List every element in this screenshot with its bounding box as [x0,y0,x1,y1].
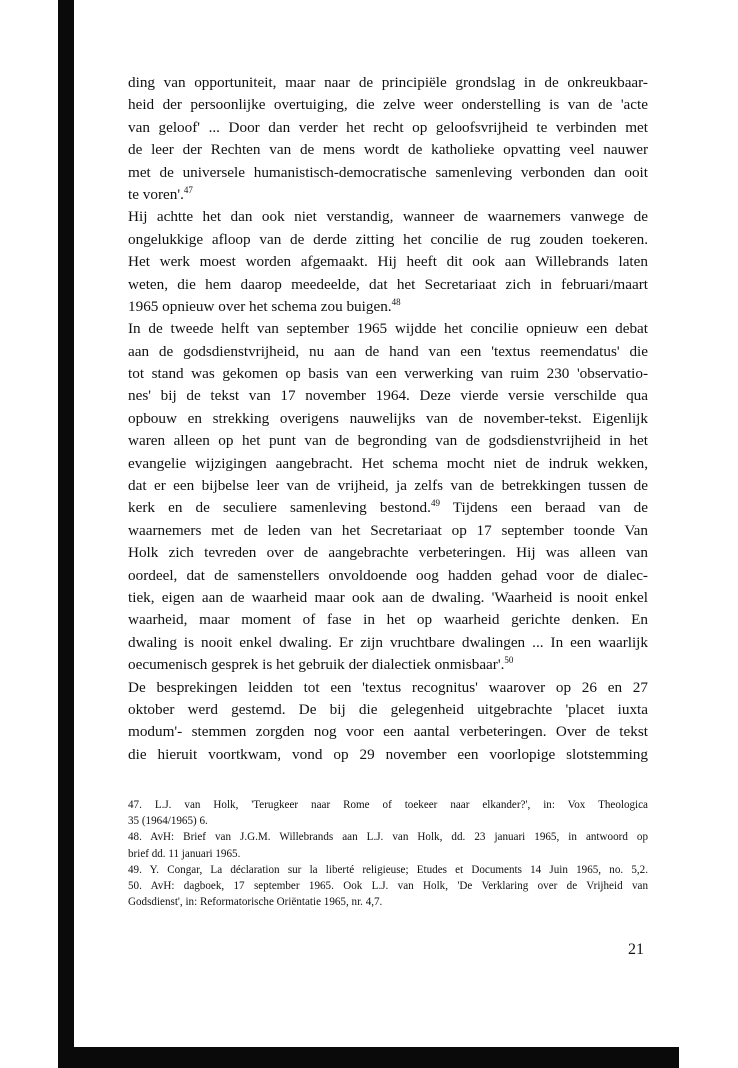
paragraph [128,72,648,206]
text-line: waren alleen op het punt van de begronding van de godsdienstvrijheid in het [128,432,648,450]
text-line: tiek, eigen aan de waarheid maar ook aan de dwaling. 'Waarheid is nooit enkel [128,588,648,606]
text-line: van geloof' ... Door dan verder het recht op geloofsvrijheid te verbinden met [128,118,648,136]
text-line: waarnemers met de leden van het Secretariaat op 17 september toonde Van [128,521,648,539]
footnote-ref: 47 [183,184,193,195]
scan-left-border [58,0,74,1068]
text-line: modum'- stemmen zorgden nog voor een aantal verbeteringen. Over de tekst [128,723,648,741]
footnote-line: 49. Y. Congar, La déclaration sur la liberté religieuse; Etudes et Documents 14 Juin 1965, no. 5,2. [128,863,648,876]
paragraph [128,206,648,318]
body-text [128,72,648,766]
text-line: die hieruit voortkwam, vond op 29 november een voorlopige slotstemming [128,745,648,763]
text-line: dat er een bijbelse leer van de vrijheid, ja zelfs van de betrekkingen tussen de [128,477,648,495]
text-line: nes' bij de tekst van 17 november 1964. Deze vierde versie verschilde qua [128,387,648,405]
text-line: Hij achtte het dan ook niet verstandig, wanneer de waarnemers vanwege de [128,208,648,226]
footnote-ref: 48 [391,296,401,307]
text-line: oordeel, dat de samenstellers onvoldoende oog hadden gehad voor de dialec- [128,566,648,584]
text-line: ding van opportuniteit, maar naar de principiële grondslag in de onkreukbaar- [128,74,648,91]
scan-bottom-border [58,1047,679,1068]
footnote-line: 47. L.J. van Holk, 'Terugkeer naar Rome of toekeer naar elkander?', in: Vox Theologica [128,799,648,811]
text-line: kerk en de seculiere samenleving bestond.$^{49}$ Tijdens een beraad van de [128,498,648,517]
footnote-line: 48. AvH: Brief van J.G.M. Willebrands aan L.J. van Holk, dd. 23 januari 1965, in antwoord op [128,831,648,844]
text-line: De besprekingen leidden tot een 'textus recognitus' waarover op 26 en 27 [128,678,648,696]
paragraph [128,318,648,676]
text-line: aan de godsdienstvrijheid, nu aan de hand van een 'textus reemendatus' die [128,342,648,360]
text-line: te voren'.$^{47}$ [128,184,193,203]
text-line: tot stand was gekomen op basis van een verwerking van ruim 230 'observatio- [128,365,648,383]
footnote-line: 50. AvH: dagboek, 17 september 1965. Ook L.J. van Holk, 'De Verklaring over de Vrijheid van [128,879,648,892]
text-line: waarheid, maar moment of fase in het op waarheid gerichte denken. En [128,611,648,629]
text-line: met de universele humanistisch-democratische samenleving verbonden dan ooit [128,163,648,181]
text-line: Holk zich tevreden over de aangebrachte verbeteringen. Hij was alleen van [128,544,648,562]
text-line: opbouw en strekking overigens nauwelijks van de november-tekst. Eigenlijk [128,409,648,427]
text-line: dwaling is nooit enkel dwaling. Er zijn vruchtbare dwalingen ... In een waarlijk [128,633,648,651]
text-line: 1965 opnieuw over het schema zou buigen.$^{48}$ [128,296,401,315]
text-line: ongelukkige afloop van de derde zitting het concilie de rug zouden toekeren. [128,230,648,248]
footnotes [128,797,648,910]
footnote-line: 35 (1964/1965) 6. [128,815,208,828]
text-line: oktober werd gestemd. De bij die gelegenheid uitgebrachte 'placet iuxta [128,700,648,718]
footnote-ref: 50 [504,655,514,666]
text-line: oecumenisch gesprek is het gebruik der dialectiek onmisbaar'.$^{50}$ [128,655,514,674]
paragraph [128,677,648,767]
footnote-ref: 49 [430,498,440,509]
text-line: de leer der Rechten van de mens wordt de katholieke opvatting veel nauwer [128,141,648,159]
text-line: Het werk moest worden afgemaakt. Hij heeft dit ook aan Willebrands laten [128,253,648,271]
footnote-line: brief dd. 11 januari 1965. [128,847,241,860]
text-line: heid der persoonlijke overtuiging, die zelve weer onderstelling is van de 'acte [128,96,648,114]
text-line: In de tweede helft van september 1965 wijdde het concilie opnieuw een debat [128,320,648,338]
text-line: evangelie wijzigingen aangebracht. Het schema mocht niet de indruk wekken, [128,454,648,472]
page-number: 21 [628,941,644,958]
footnote-line: Godsdienst', in: Reformatorische Oriëntatie 1965, nr. 4,7. [128,896,383,909]
text-line: weten, die hem daarop meedeelde, dat het Secretariaat zich in februari/maart [128,275,648,293]
